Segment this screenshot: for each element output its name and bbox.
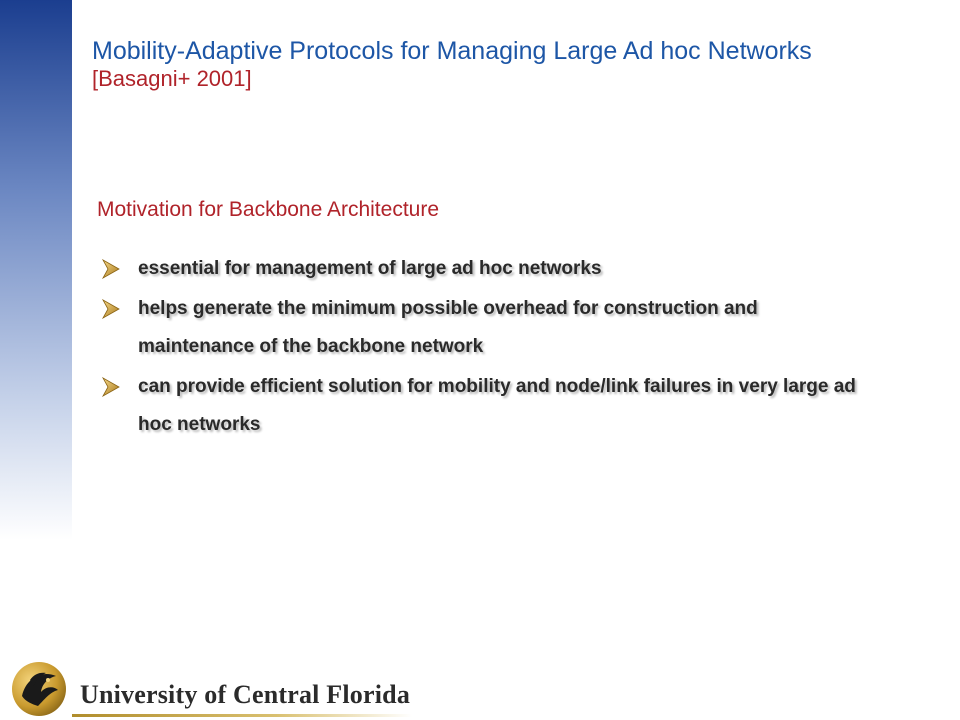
bullet-text: can provide efficient solution for mobility and node/link failures in very large ad hoc networks [138, 376, 856, 435]
bullet-text: essential for management of large ad hoc networks [138, 258, 602, 279]
university-name: University of Central Florida [80, 680, 411, 709]
arrowhead-bullet-icon [101, 259, 121, 279]
citation: [Basagni+ 2001] [92, 66, 252, 91]
page-title: Mobility-Adaptive Protocols for Managing Large Ad hoc Networks [92, 37, 812, 65]
university-logo [0, 650, 440, 720]
logo-underline [72, 714, 412, 717]
bullet-list [101, 250, 861, 446]
pegasus-icon [8, 656, 70, 718]
bullet-text: helps generate the minimum possible overhead for construction and maintenance of the backbone network [138, 298, 758, 357]
bullet-item [101, 368, 861, 444]
arrowhead-bullet-icon [101, 299, 121, 319]
section-subtitle: Motivation for Backbone Architecture [97, 198, 440, 221]
title-block [92, 38, 932, 92]
bullet-item [101, 250, 861, 288]
bullet-item [101, 290, 861, 366]
side-gradient-bar [0, 0, 72, 540]
arrowhead-bullet-icon [101, 377, 121, 397]
